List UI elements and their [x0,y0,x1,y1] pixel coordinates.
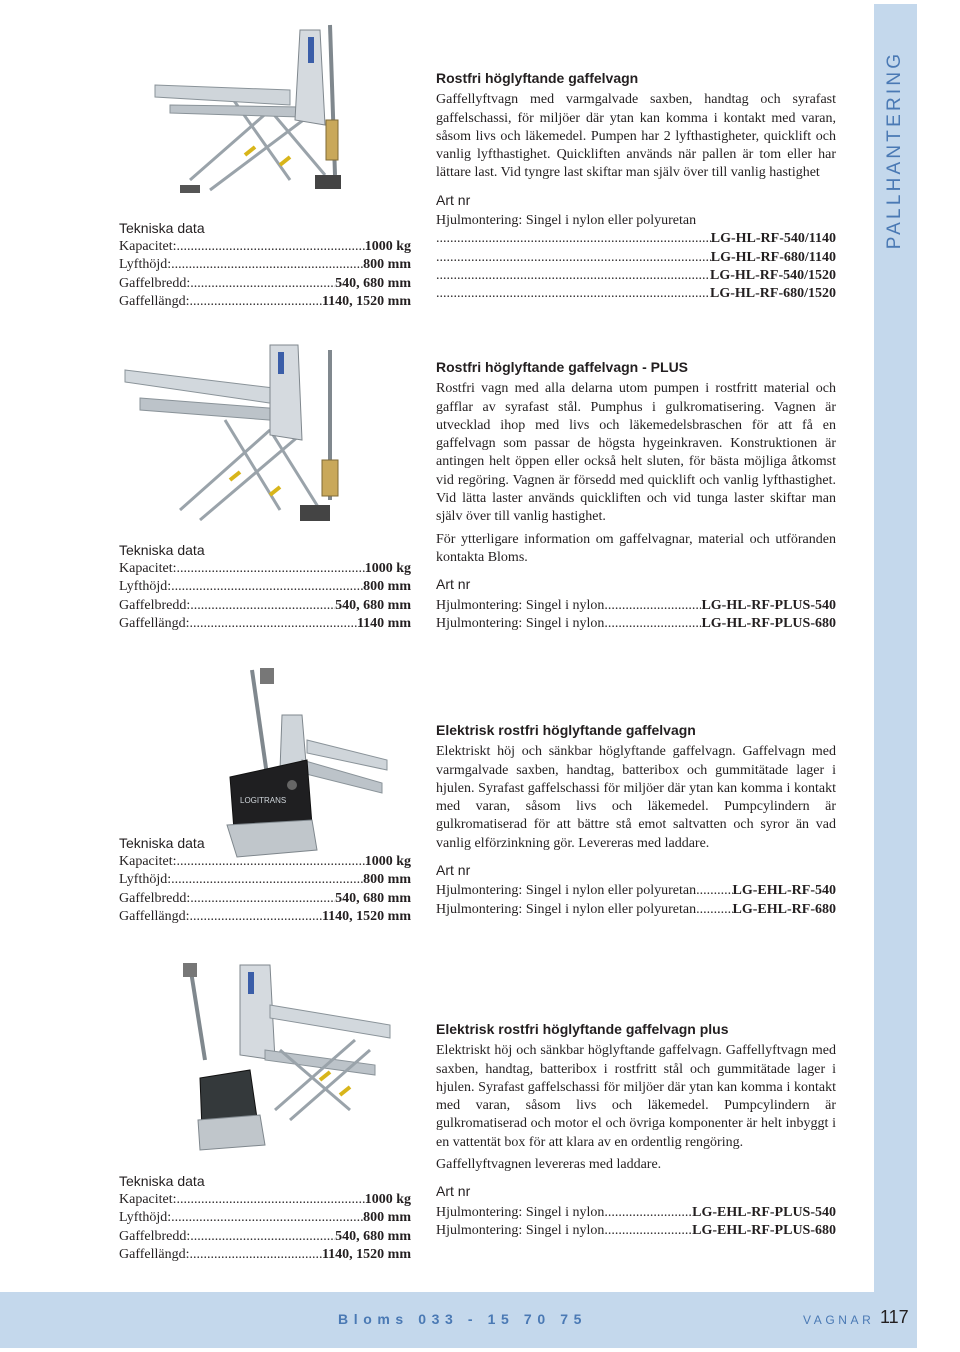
article-code: LG-EHL-RF-680 [732,901,836,917]
article-row [436,1222,836,1240]
tech-specs-1 [119,219,411,311]
article-row [436,1204,836,1222]
article-label: Hjulmontering: Singel i nylon eller polyuretan [436,901,697,917]
article-label: Hjulmontering: Singel i nylon [436,1222,605,1238]
product-description: Rostfri vagn med alla delarna utom pumpen i rostfritt material och gafflar av syrafast stål. Pumphus i gulkromatisering. Vagnen är utvecklad ihop med livs och läkemedelsbraschen för att få en gaffelvagn som passar de högsta hygeinkraven. Konstruktionen är antingen helt öppen eller också helt sluten, för bästa möjliga åtkomst vid regöring. Vagnen är försedd med quicklift och vanlig lyfthastighet. Vid lätta laster används quickliften och vid tunga laster skiftar man själv över till vanlig hastighet. [436,381,836,525]
article-code: LG-EHL-RF-PLUS-680 [692,1222,836,1238]
article-code: LG-EHL-RF-540 [732,883,836,899]
article-code: LG-EHL-RF-PLUS-540 [692,1204,836,1220]
article-label: Hjulmontering: Singel i nylon eller polyuretan [436,883,697,899]
product-description-extra: Gaffellyftvagnen levereras med laddare. [436,1157,662,1173]
manual-high-lift-truck-image [150,15,350,215]
article-code: LG-HL-RF-540/1520 [710,267,836,283]
spec-label: Gaffellängd: [119,293,190,309]
spec-fork-length [119,1246,411,1264]
article-label: Hjulmontering: Singel i nylon [436,615,605,631]
product-description: Elektriskt höj och sänkbar höglyftande gaffelvagn. Gaffellyftvagn med saxben, handtag, batteribox i rostfritt stål och gummitätade lager i hjulen. Syrafast gaffelschassi för miljöer där ytan kan komma i kontakt med varan, såsom livs och läkemedel. Pumpcylindern är gulkromatiserad och motor el och övriga komponenter är helt inbyggt i en vattentät box för att klara av en ordentlig rengöring. [436,1043,836,1150]
article-row [436,901,836,919]
product-title: Rostfri höglyftande gaffelvagn - PLUS [436,359,689,375]
article-row [436,882,836,900]
battery-box-label: LOGITRANS [240,796,287,805]
product-title: Rostfri höglyftande gaffelvagn [436,70,639,86]
footer-contact: Bloms 033 - 15 70 75 [338,1311,587,1327]
spec-fork-width [119,597,411,615]
spec-value: 800 mm [363,257,411,273]
spec-value: 1000 kg [364,854,411,870]
spec-value: 1140, 1520 mm [321,908,411,924]
product-description: Elektriskt höj och sänkbar höglyftande gaffelvagn. Gaffelvagn med varmgalvade saxben, handtag, batteribox och gummitätade lager i hjulen. Syrafast gaffelschassi för miljöer där ytan kan komma i kontakt med varan, såsom livs och läkemedel. Pumpcylindern är gulkromatiserad för att bättre stå emot saltvatten och syror än vad vanlig elförzinkning gör. Levereras med laddare. [436,744,836,851]
spec-label: Gaffellängd: [119,908,190,924]
spec-fork-width [119,890,411,908]
article-code: LG-HL-RF-540/1140 [710,231,836,247]
spec-label: Gaffellängd: [119,1246,190,1262]
spec-fork-width [119,1228,411,1246]
spec-value: 1000 kg [364,239,411,255]
article-number-heading: Art nr [436,576,471,593]
spec-label: Gaffelbredd: [119,275,191,291]
spec-fork-length [119,615,411,633]
article-row [436,230,836,248]
spec-label: Gaffelbredd: [119,597,191,613]
spec-value: 800 mm [363,579,411,595]
spec-label: Lyfthöjd: [119,872,172,888]
article-row [436,249,836,267]
tech-specs-2 [119,541,411,633]
article-row [436,267,836,285]
article-code: LG-HL-RF-PLUS-540 [701,597,836,613]
spec-value: 540, 680 mm [335,890,411,906]
spec-lift-height [119,578,411,596]
spec-lift-height [119,871,411,889]
article-number-heading: Art nr [436,191,471,208]
spec-label: Kapacitet: [119,239,177,255]
spec-value: 540, 680 mm [335,597,411,613]
spec-value: 1140, 1520 mm [321,1246,411,1262]
spec-label: Gaffellängd: [119,615,190,631]
spec-value: 540, 680 mm [335,1228,411,1244]
tech-specs-heading: Tekniska data [119,220,205,236]
article-row [436,285,836,303]
manual-high-lift-truck-plus-image [120,340,360,540]
wheel-mounting-text: Hjulmontering: Singel i nylon eller polyuretan [436,213,697,229]
spec-label: Gaffelbredd: [119,890,191,906]
electric-high-lift-truck-image [222,665,392,860]
article-row [436,597,836,615]
article-row [436,615,836,633]
page-number: 117 [880,1307,909,1327]
spec-fork-length [119,908,411,926]
spec-capacity [119,238,411,256]
spec-capacity [119,1191,411,1209]
spec-label: Lyfthöjd: [119,257,172,273]
article-number-heading: Art nr [436,1183,471,1200]
article-label: Hjulmontering: Singel i nylon [436,597,605,613]
spec-label: Kapacitet: [119,1192,177,1208]
footer-section-name: VAGNAR [803,1313,875,1327]
product-title: Elektrisk rostfri höglyftande gaffelvagn [436,722,696,738]
product-block-2 [436,358,836,633]
article-code: LG-HL-RF-680/1520 [710,286,836,302]
spec-capacity [119,560,411,578]
section-side-label: PALLHANTERING [884,50,905,250]
spec-label: Kapacitet: [119,561,177,577]
article-code: LG-HL-RF-PLUS-680 [701,615,836,631]
spec-value: 1000 kg [364,561,411,577]
spec-label: Lyfthöjd: [119,579,172,595]
product-title: Elektrisk rostfri höglyftande gaffelvagn plus [436,1021,729,1037]
spec-lift-height [119,256,411,274]
spec-label: Kapacitet: [119,854,177,870]
product-description: Gaffellyftvagn med varmgalvade saxben, handtag och syrafast gaffelschassi, för miljöer där ytan kan komma i kontakt med varan, såsom livs och läkemedel. Pumpen har 2 lyfthastigheter, quicklift och vanlig lyfthastighet. Quickliften används när pallen är tom eller har lättare last. Vid tyngre last skiftar man själv över till vanlig hastighet [436,92,836,181]
spec-value: 800 mm [363,872,411,888]
spec-capacity [119,853,411,871]
tech-specs-4 [119,1172,411,1264]
spec-value: 800 mm [363,1210,411,1226]
article-code: LG-HL-RF-680/1140 [710,249,836,265]
product-block-4 [436,1020,836,1240]
spec-value: 1140, 1520 mm [321,293,411,309]
spec-fork-width [119,275,411,293]
tech-specs-heading: Tekniska data [119,1173,205,1189]
spec-value: 1000 kg [364,1192,411,1208]
tech-specs-3 [119,834,411,926]
spec-label: Gaffelbredd: [119,1228,191,1244]
article-number-heading: Art nr [436,862,471,879]
product-block-3 [436,721,836,919]
product-description-extra: För ytterligare information om gaffelvagnar, material och utföranden kontakta Bloms. [436,531,836,565]
spec-label: Lyfthöjd: [119,1210,172,1226]
product-block-1 [436,69,836,304]
spec-fork-length [119,293,411,311]
tech-specs-heading: Tekniska data [119,542,205,558]
spec-value: 540, 680 mm [335,275,411,291]
spec-value: 1140 mm [356,615,411,631]
electric-high-lift-truck-plus-image [180,960,395,1160]
tech-specs-heading: Tekniska data [119,835,205,851]
article-label: Hjulmontering: Singel i nylon [436,1204,605,1220]
spec-lift-height [119,1209,411,1227]
